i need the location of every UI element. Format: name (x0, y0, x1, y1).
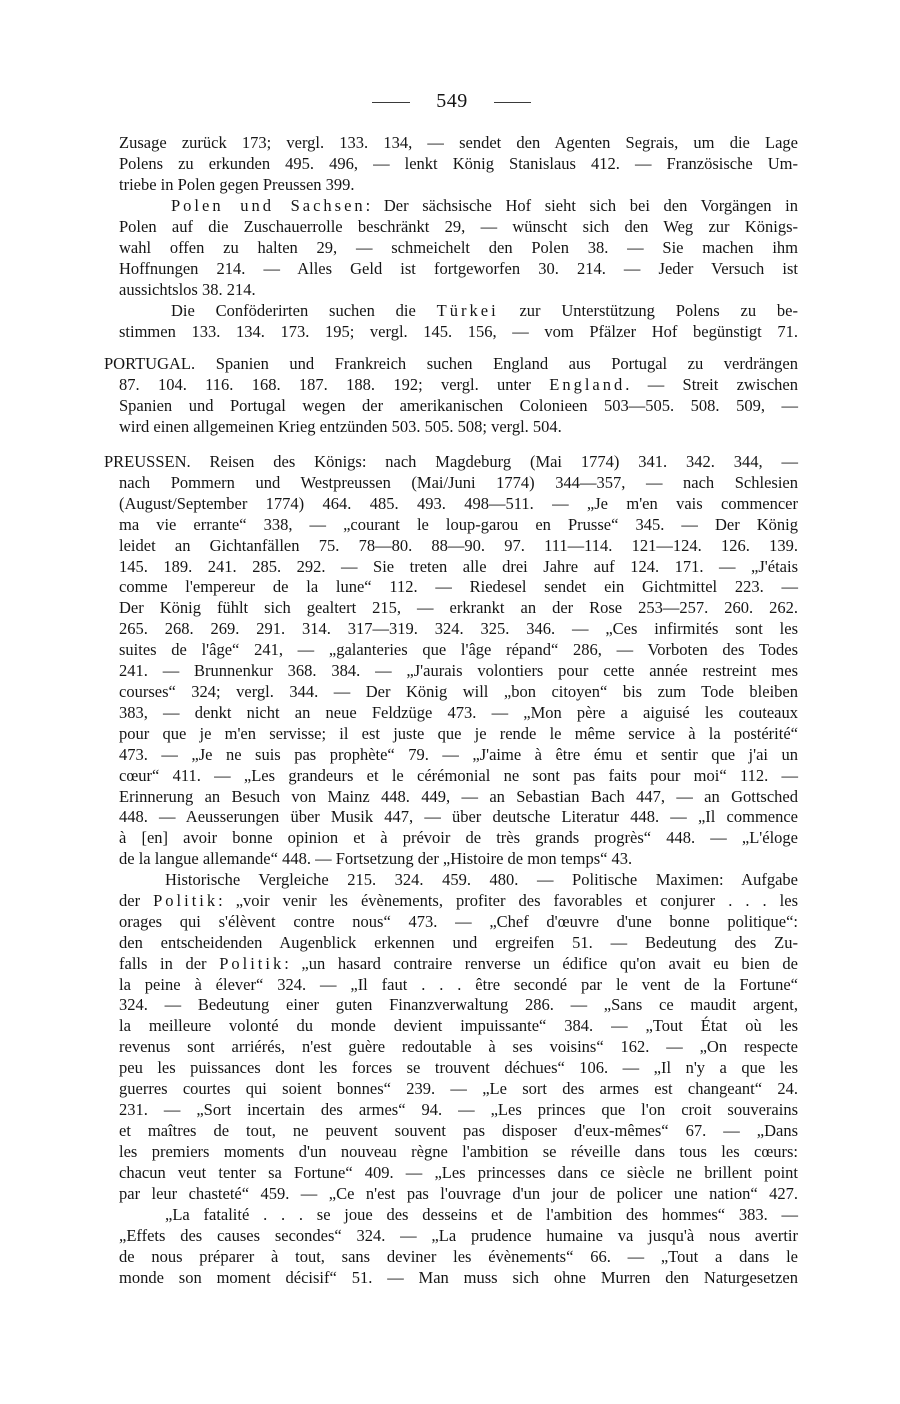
text-line: triebe in Polen gegen Preussen 399. (119, 174, 355, 194)
index-entry-preussen-politische-maximen (119, 870, 798, 1205)
text-line: Historische Vergleiche 215. 324. 459. 480. — Politische Maximen: Aufgabe (165, 870, 798, 889)
text-line: Spanien und Portugal wegen der amerikanischen Colonieen 503—505. 508. 509, — (119, 395, 798, 415)
text-line: Polens zu erkunden 495. 496, — lenkt König Stanislaus 412. — Französische Um- (119, 153, 798, 173)
text-line: la peine à élever“ 324. — „Il faut . . . être secondé par le vent de la Fortune“ (119, 974, 798, 994)
page-number: 549 (436, 90, 468, 112)
text-segment: falls in der (119, 953, 220, 973)
index-entry-preussen-fatalite (119, 1205, 798, 1289)
text-line: cœur“ 411. — „Les grandeurs et le cérémonial ne sont pas faits pour moi“ 112. — (119, 765, 798, 785)
text-line: suites de l'âge“ 241, — „galanteries que l'âge répand“ 286, — Vorboten des Todes (119, 640, 798, 660)
index-entry-portugal (104, 354, 798, 438)
spaced-keyword: England (549, 374, 626, 394)
text-line: chacun veut tenter sa Fortune“ 409. — „Les princesses dans ce siècle ne brillent point (119, 1162, 798, 1182)
text-segment: : „un hasard contraire renverse un édifice qu'on avait eu bien de (284, 953, 798, 973)
text-line: Zusage zurück 173; vergl. 133. 134, — sendet den Agenten Segrais, um die Lage (119, 133, 798, 152)
text-line (119, 375, 798, 396)
text-line: de nous préparer à tout, sans deviner les évènements“ 66. — „Tout a dans le (119, 1246, 798, 1266)
text-line: peu les puissances dont les forces se trouvent déchues“ 106. — „Il n'y a que les (119, 1058, 798, 1078)
text-line: „Effets des causes secondes“ 324. — „La prudence humaine va jusqu'à nous avertir (119, 1225, 798, 1245)
text-line: guerres courtes qui soient bonnes“ 239. — „Le sort des armes est changeant“ 24. (119, 1079, 798, 1099)
text-line: Polen auf die Zuschauerrolle beschränkt 29, — wünscht sich den Weg zur Königs- (119, 216, 798, 236)
text-line: monde son moment décisif“ 51. — Man muss sich ohne Murren den Naturgesetzen (119, 1267, 798, 1287)
spaced-keyword: Türkei (436, 301, 499, 320)
text-line: pour que je m'en servisse; il est juste que je rende le même service à la postérité“ (119, 723, 798, 743)
text-line: Der König fühlt sich gealtert 215, — erkrankt an der Rose 253—257. 260. 262. (119, 598, 798, 618)
text-line: comme l'empereur de la lune“ 112. — Riedesel sendet ein Gichtmittel 223. — (119, 577, 798, 597)
text-line: (August/September 1774) 464. 485. 493. 498—511. — „Je m'en vais commencer (119, 493, 798, 513)
text-line: ma vie errante“ 338, — „courant le loup-garou en Prusse“ 345. — Der König (119, 514, 798, 534)
text-line (171, 196, 798, 217)
text-line: et maîtres de tout, ne peuvent souvent pas disposer d'eux-mêmes“ 67. — „Dans (119, 1120, 798, 1140)
index-entry-polen-continued (119, 133, 798, 196)
text-segment: : „voir venir les évènements, profiter des favorables et conjurer . . . les (218, 890, 798, 910)
spaced-keyword: Polen und Sachsen (171, 196, 366, 215)
page-number-rule-left (372, 102, 410, 103)
text-line: Erinnerung an Besuch von Mainz 448. 449, — an Sebastian Bach 447, — an Gottsched (119, 786, 798, 806)
text-line: orages qui s'élèvent contre nous“ 473. — „Chef d'œuvre d'une bonne politique“: (119, 911, 798, 931)
text-line (119, 954, 798, 975)
text-segment: Die Conföderirten suchen die (171, 301, 437, 320)
text-line: 231. — „Sort incertain des armes“ 94. — „Les princes que l'on croit souverains (119, 1099, 798, 1119)
index-entry-confoederirten-tuerkei (119, 301, 798, 343)
text-line: wird einen allgemeinen Krieg entzünden 503. 505. 508; vergl. 504. (119, 416, 562, 436)
text-line: de la langue allemande“ 448. — Fortsetzung der „Histoire de mon temps“ 43. (119, 849, 633, 869)
text-line: PORTUGAL. Spanien und Frankreich suchen England aus Portugal zu verdrängen (104, 354, 798, 373)
text-line: à [en] avoir bonne opinion et à prévoir de très grands progrès“ 448. — „L'éloge (119, 828, 798, 848)
text-line: courses“ 324; vergl. 344. — Der König will „bon citoyen“ bis zum Tode bleiben (119, 681, 798, 701)
text-line: „La fatalité . . . se joue des desseins et de l'ambition des hommes“ 383. — (165, 1205, 798, 1224)
text-line: 473. — „Je ne suis pas prophète“ 79. — „J'aime à être ému et sentir que j'ai un (119, 744, 798, 764)
spaced-keyword: Politik (153, 890, 219, 910)
page-number-rule-right (494, 102, 531, 103)
text-segment: zur Unterstützung Polens zu be- (498, 301, 798, 320)
text-line: leidet an Gichtanfällen 75. 78—80. 88—90. 97. 111—114. 121—124. 126. 139. (119, 535, 798, 555)
text-line: den entscheidenden Augenblick erkennen und ergreifen 51. — Bedeutung des Zu- (119, 932, 798, 952)
text-line (171, 301, 798, 322)
text-line: les premiers moments d'un nouveau règne l'ambition se réveille dans tous les cœurs: (119, 1141, 798, 1161)
text-line: la meilleure volonté du monde devient impuissante“ 384. — „Tout État où les (119, 1016, 798, 1036)
text-line: stimmen 133. 134. 173. 195; vergl. 145. 156, — vom Pfälzer Hof begünstigt 71. (119, 321, 798, 341)
index-entry-polen-und-sachsen (119, 196, 798, 301)
text-line: 241. — Brunnenkur 368. 384. — „J'aurais volontiers pour cette année restreint mes (119, 661, 798, 681)
text-line: aussichtslos 38. 214. (119, 279, 256, 299)
text-line: Hoffnungen 214. — Alles Geld ist fortgeworfen 30. 214. — Jeder Versuch ist (119, 258, 798, 278)
text-line: nach Pommern und Westpreussen (Mai/Juni 1774) 344—357, — nach Schlesien (119, 472, 798, 492)
text-line: wahl offen zu halten 29, — schmeichelt den Polen 38. — Sie machen ihm (119, 237, 798, 257)
text-segment: . — Streit zwischen (625, 374, 798, 394)
index-entry-preussen (104, 452, 798, 870)
text-line: 383, — denkt nicht an neue Feldzüge 473. — „Mon père a aiguisé les couteaux (119, 702, 798, 722)
text-segment: der (119, 890, 154, 910)
spaced-keyword: Politik (219, 953, 285, 973)
text-line: PREUSSEN. Reisen des Königs: nach Magdeburg (Mai 1774) 341. 342. 344, — (104, 452, 798, 471)
text-line: 324. — Bedeutung einer guten Finanzverwaltung 286. — „Sans ce maudit argent, (119, 995, 798, 1015)
text-segment: : Der sächsische Hof sieht sich bei den Vorgängen in (365, 196, 799, 215)
text-segment: 87. 104. 116. 168. 187. 188. 192; vergl. unter (119, 374, 550, 394)
text-line: 145. 189. 241. 285. 292. — Sie treten alle drei Jahre auf 124. 171. — „J'étais (119, 556, 798, 576)
text-line: revenus sont arriérés, n'est guère redoutable à ses voisins“ 162. — „On respecte (119, 1037, 798, 1057)
text-line: 265. 268. 269. 291. 314. 317—319. 324. 325. 346. — „Ces infirmités sont les (119, 619, 798, 639)
text-line (119, 891, 798, 912)
text-line: 448. — Aeusserungen über Musik 447, — über deutsche Literatur 448. — „Il commence (119, 807, 798, 827)
text-line: par leur chasteté“ 459. — „Ce n'est pas l'ouvrage d'un jour de policer une nation“ 427. (119, 1183, 798, 1203)
